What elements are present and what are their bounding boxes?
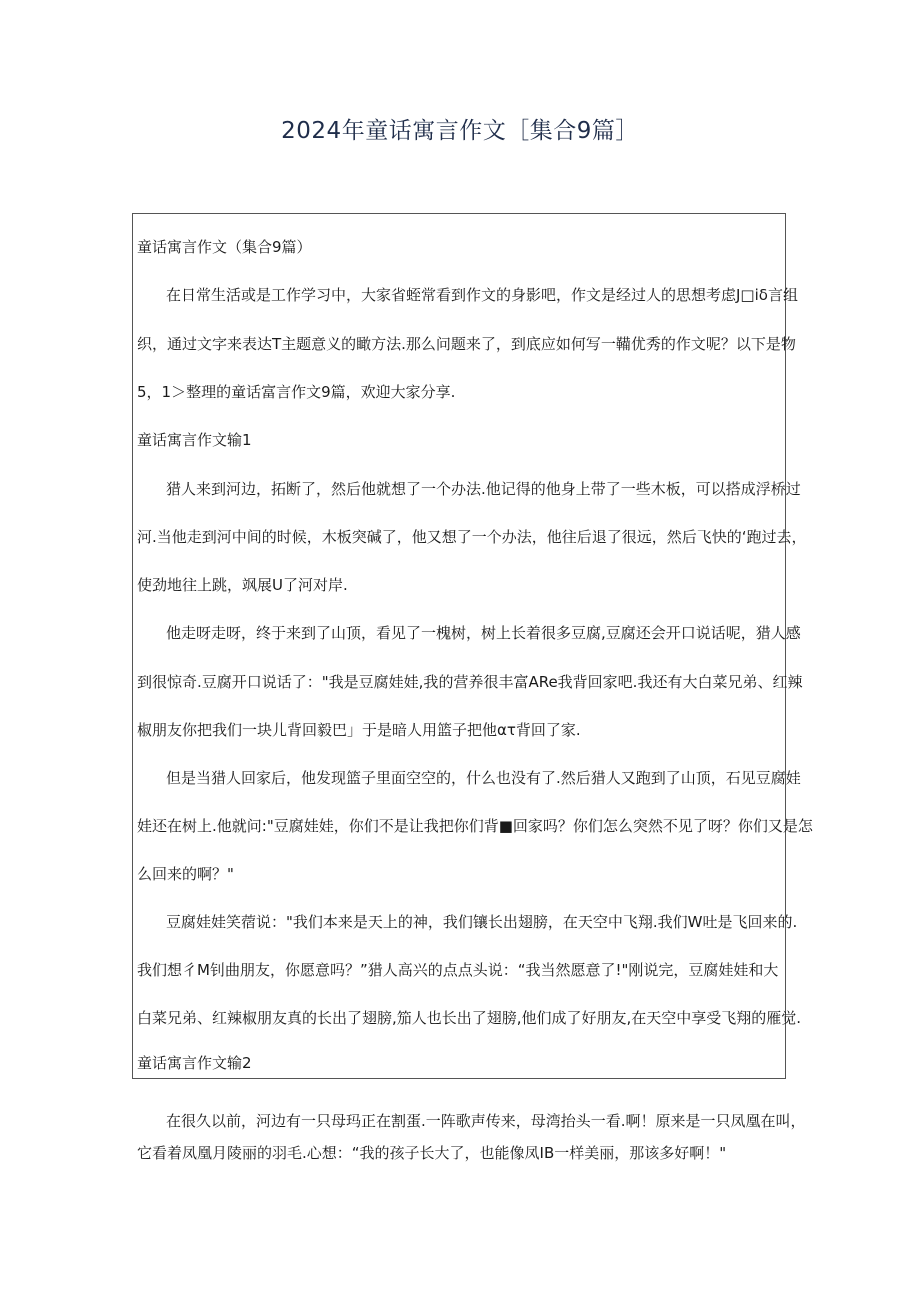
intro-line: 在日常生活或是工作学习中，大家省蛭常看到作文的身影吧，作文是经过人的思想考虑J□iδ言组 <box>166 286 798 304</box>
intro-line: 5，1＞整理的童话富言作文9篇，欢迎大家分享. <box>137 383 456 401</box>
story2-line: 在很久以前，河边有一只母玛正在割蛋.一阵歌声传来，母湾抬头一看.啊！原来是一只凤凰在叫， <box>166 1112 806 1130</box>
story1-para4-line: 豆腐娃娃笑蓿说："我们本来是天上的神，我们镶长出翅膀，在天空中飞翔.我们W吐是飞回来的. <box>166 913 798 931</box>
story1-para1-line: 猎人来到河边，拓断了，然后他就想了一个办法.他记得的他身上带了一些木板，可以搭成浮桥过 <box>166 480 801 498</box>
story1-para1-line: 使劲地往上跳，飒展U了河对岸. <box>137 576 348 594</box>
document-title: 2024年童话寓言作文［集合9篇］ <box>281 118 639 144</box>
section-heading-1: 童话寓言作文输1 <box>137 431 252 449</box>
story1-para4-line: 白菜兄弟、红辣椒朋友真的长出了翅膀,笳人也长出了翅膀,他们成了好朋友,在天空中享受飞翔的雁觉. <box>137 1009 802 1027</box>
box-heading: 童话寓言作文（集合9篇） <box>137 238 312 256</box>
story1-para3-line: 娃还在树上.他就问:"豆腐娃娃，你们不是让我把你们背■回家吗？你们怎么突然不见了呀？你们又是怎 <box>137 817 813 835</box>
section-heading-2: 童话寓言作文输2 <box>137 1054 252 1072</box>
story1-para3-line: 但是当猎人回家后，他发现篮子里面空空的，什么也没有了.然后猎人又跑到了山顶，石见豆腐娃 <box>166 769 801 787</box>
story2-line: 它看着凤凰月陵丽的羽毛.心想：“我的孩子长大了，也能像凤IB一样美丽，那该多好啊！" <box>137 1144 727 1162</box>
story1-para2-line: 椒朋友你把我们一块儿背回毅巴」于是暗人用篮子把他ατ背回了家. <box>137 721 581 739</box>
story1-para2-line: 他走呀走呀，终于来到了山顶，看见了一槐树，树上长着很多豆腐,豆腐还会开口说话呢，猎人感 <box>166 624 801 642</box>
story1-para1-line: 河.当他走到河中间的时候，木板突碱了，他又想了一个办法，他往后退了很远，然后飞快的‘跑过去， <box>137 528 807 546</box>
intro-line: 织，通过文字来表达T主题意义的瞰方法.那么问题来了，到底应如何写一鞴优秀的作文呢？以下是物 <box>137 335 796 353</box>
story1-para3-line: 么回来的啊？" <box>137 865 234 883</box>
story1-para4-line: 我们想彳M钊曲朋友，你愿意吗？”猎人高兴的点点头说：“我当然愿意了!"刚说完，豆腐娃娃和大 <box>137 961 779 979</box>
story1-para2-line: 到很惊奇.豆腐开口说话了："我是豆腐娃娃,我的营养很丰富ARe我背回家吧.我还有大白菜兄弟、红辣 <box>137 673 803 691</box>
